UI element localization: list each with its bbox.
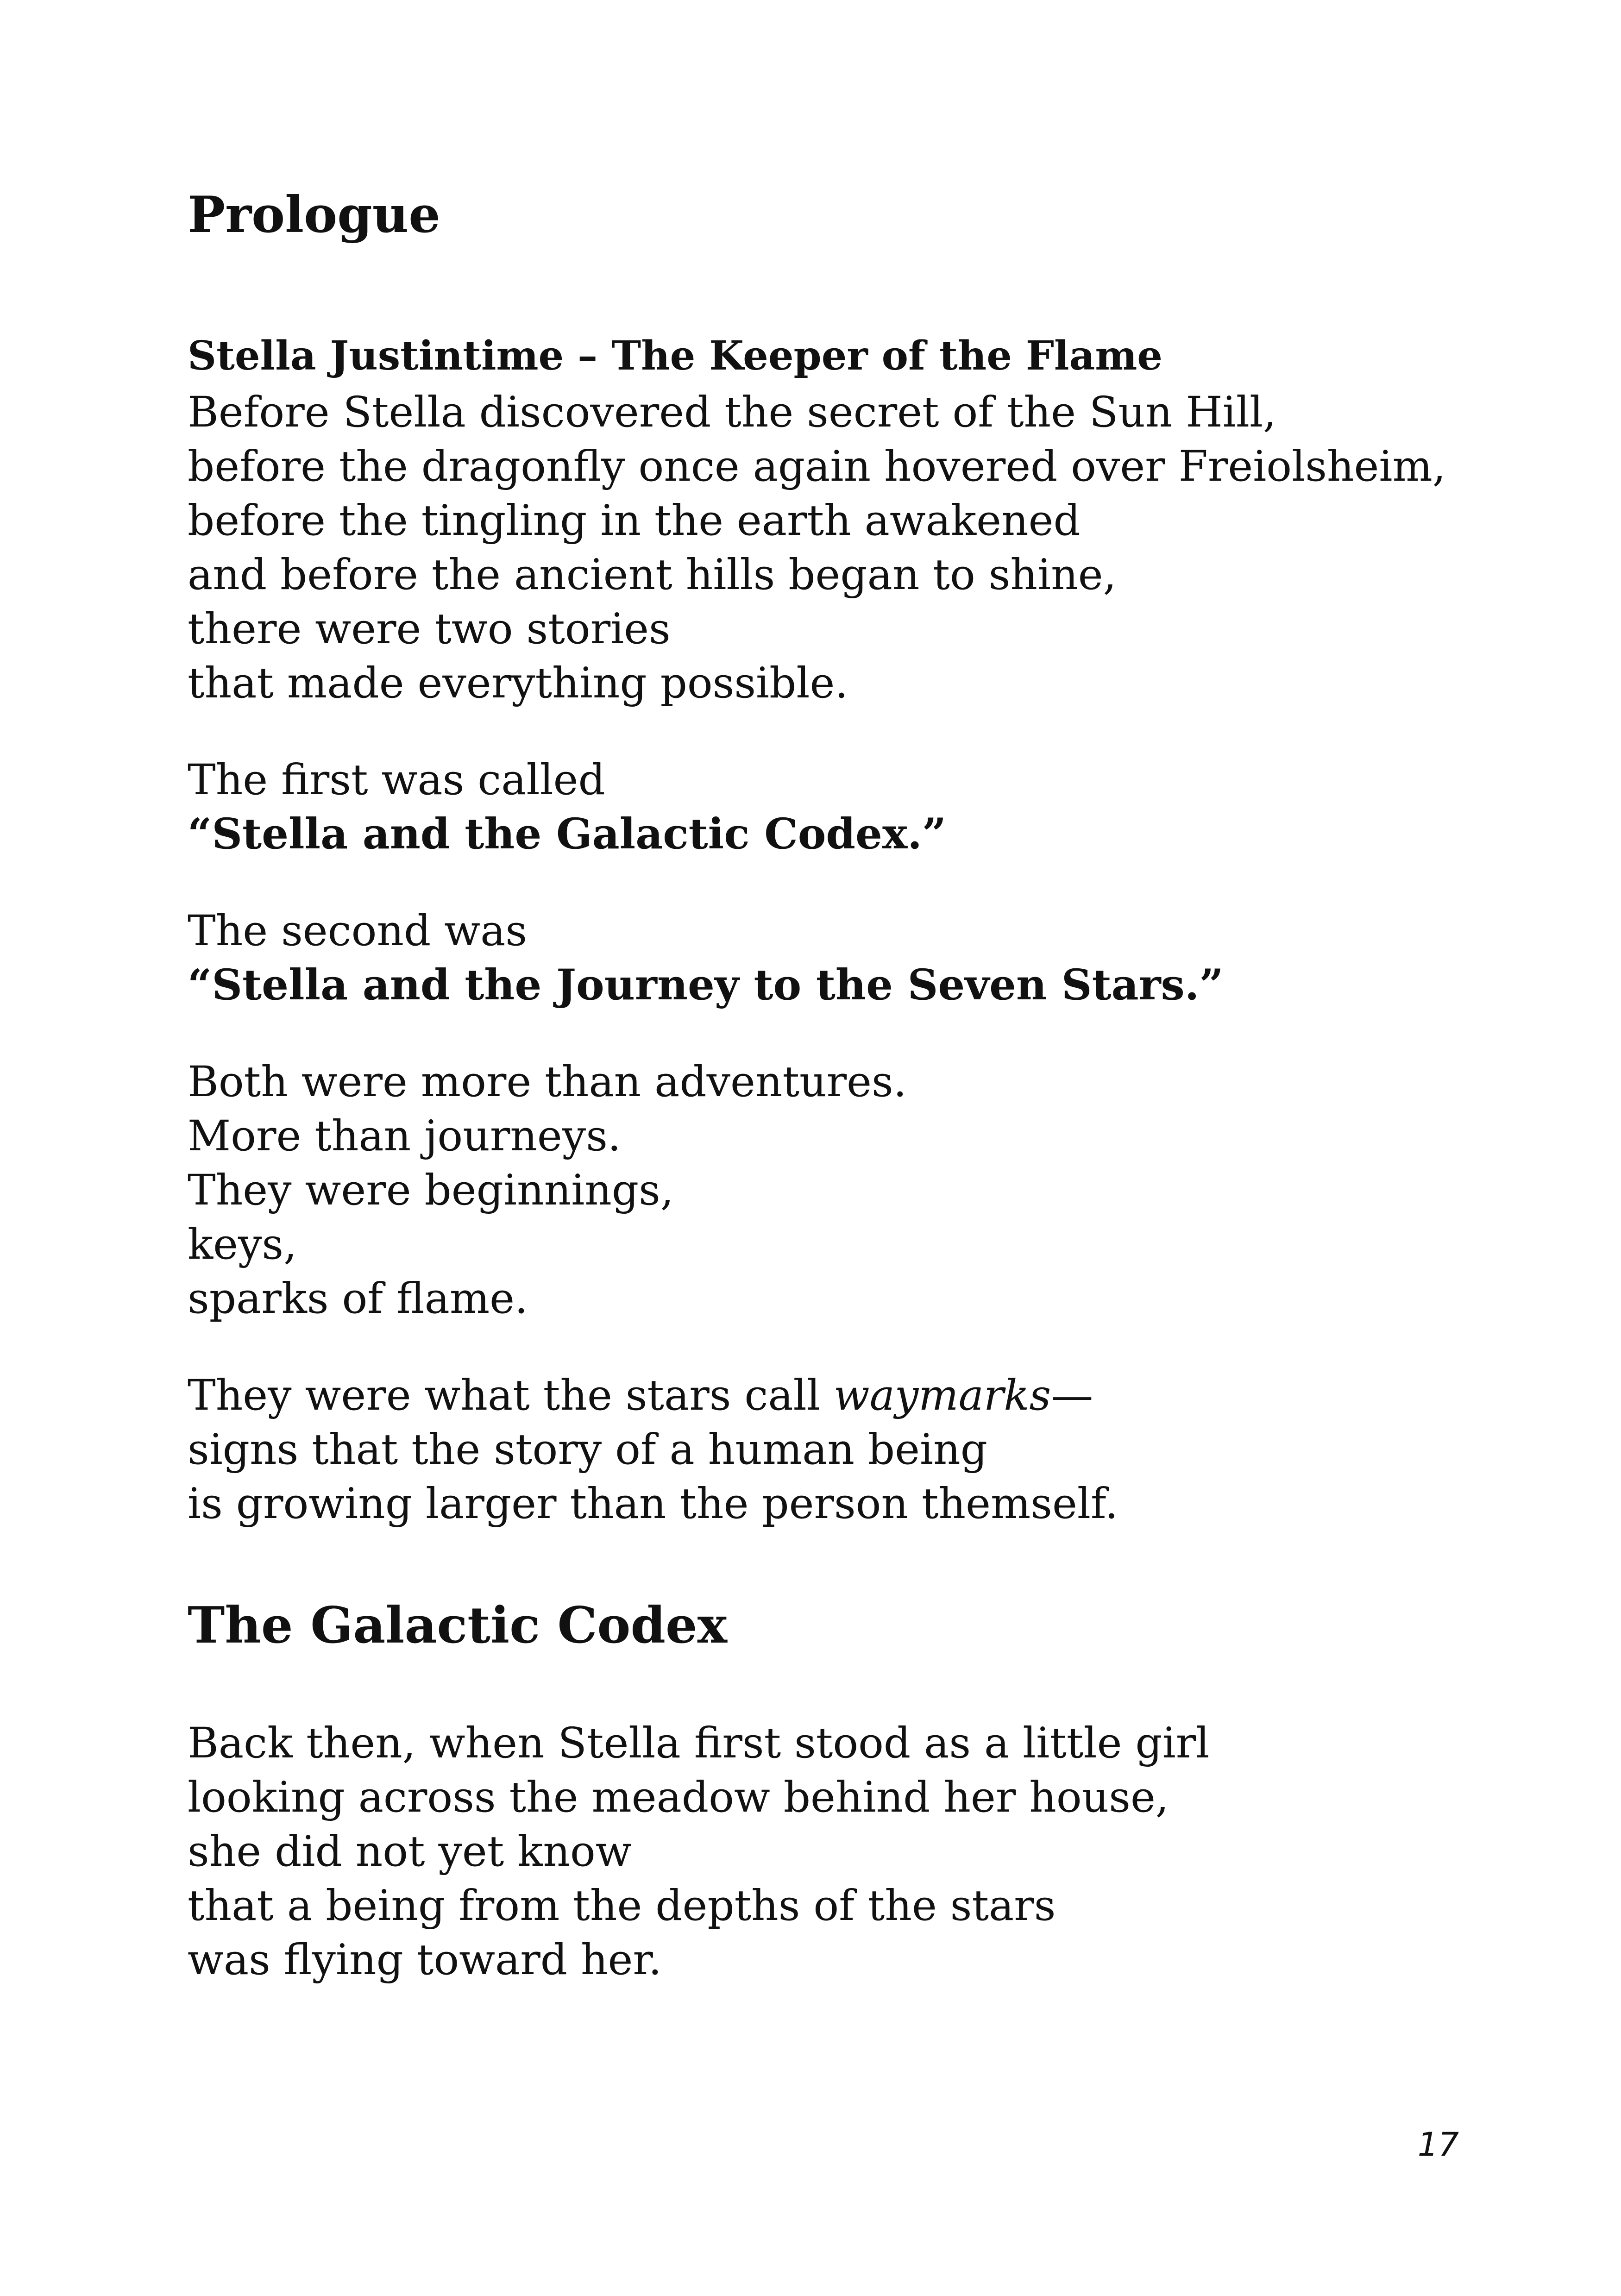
stanza-6 [188,1716,1554,1987]
book-title-codex: “Stella and the Galactic Codex.” [188,809,947,859]
stanza-line: she did not yet know [188,1827,632,1876]
chapter-title: Prologue [188,186,440,244]
section-title: The Galactic Codex [188,1596,728,1655]
stanza-line: keys, [188,1220,297,1269]
waymarks-emphasis: waymarks [833,1371,1051,1420]
stanza-line: that made everything possible. [188,659,848,708]
stanza-line: was flying toward her. [188,1935,662,1984]
stanza-line: there were two stories [188,605,671,654]
line-suffix: — [1051,1371,1093,1420]
stanza-line: More than journeys. [188,1112,621,1161]
line-prefix: They were what the stars call [188,1371,834,1420]
stanza-4 [188,1055,1554,1326]
stanza-line: Before Stella discovered the secret of the Sun Hill, [188,388,1276,437]
stanza-line: before the dragonfly once again hovered over Freiolsheim, [188,442,1446,491]
stanza-line-waymarks [188,1368,1554,1423]
stanza-line: is growing larger than the person themself. [188,1480,1118,1529]
stanza-line: Back then, when Stella first stood as a little girl [188,1719,1210,1768]
stanza-line: They were beginnings, [188,1166,674,1215]
stanza-line: Both were more than adventures. [188,1058,907,1107]
page-number: 17 [1417,2126,1459,2164]
stanza-line: sparks of flame. [188,1274,528,1324]
book-title-seven-stars: “Stella and the Journey to the Seven Stars.” [188,960,1224,1010]
page-content [188,185,1554,2030]
stanza-line: that a being from the depths of the stars [188,1881,1056,1930]
stanza-line: signs that the story of a human being [188,1425,988,1474]
stanza-line: and before the ancient hills began to shine, [188,551,1117,600]
subtitle: Stella Justintime – The Keeper of the Flame [188,332,1163,379]
stanza-5 [188,1368,1554,1531]
stanza-line: looking across the meadow behind her house, [188,1773,1169,1822]
stanza-3 [188,904,1554,1012]
stanza-line: The second was [188,907,528,956]
stanza-2 [188,753,1554,861]
stanza-1 [188,385,1554,710]
stanza-line: The first was called [188,756,605,805]
stanza-line: before the tingling in the earth awakened [188,496,1081,546]
